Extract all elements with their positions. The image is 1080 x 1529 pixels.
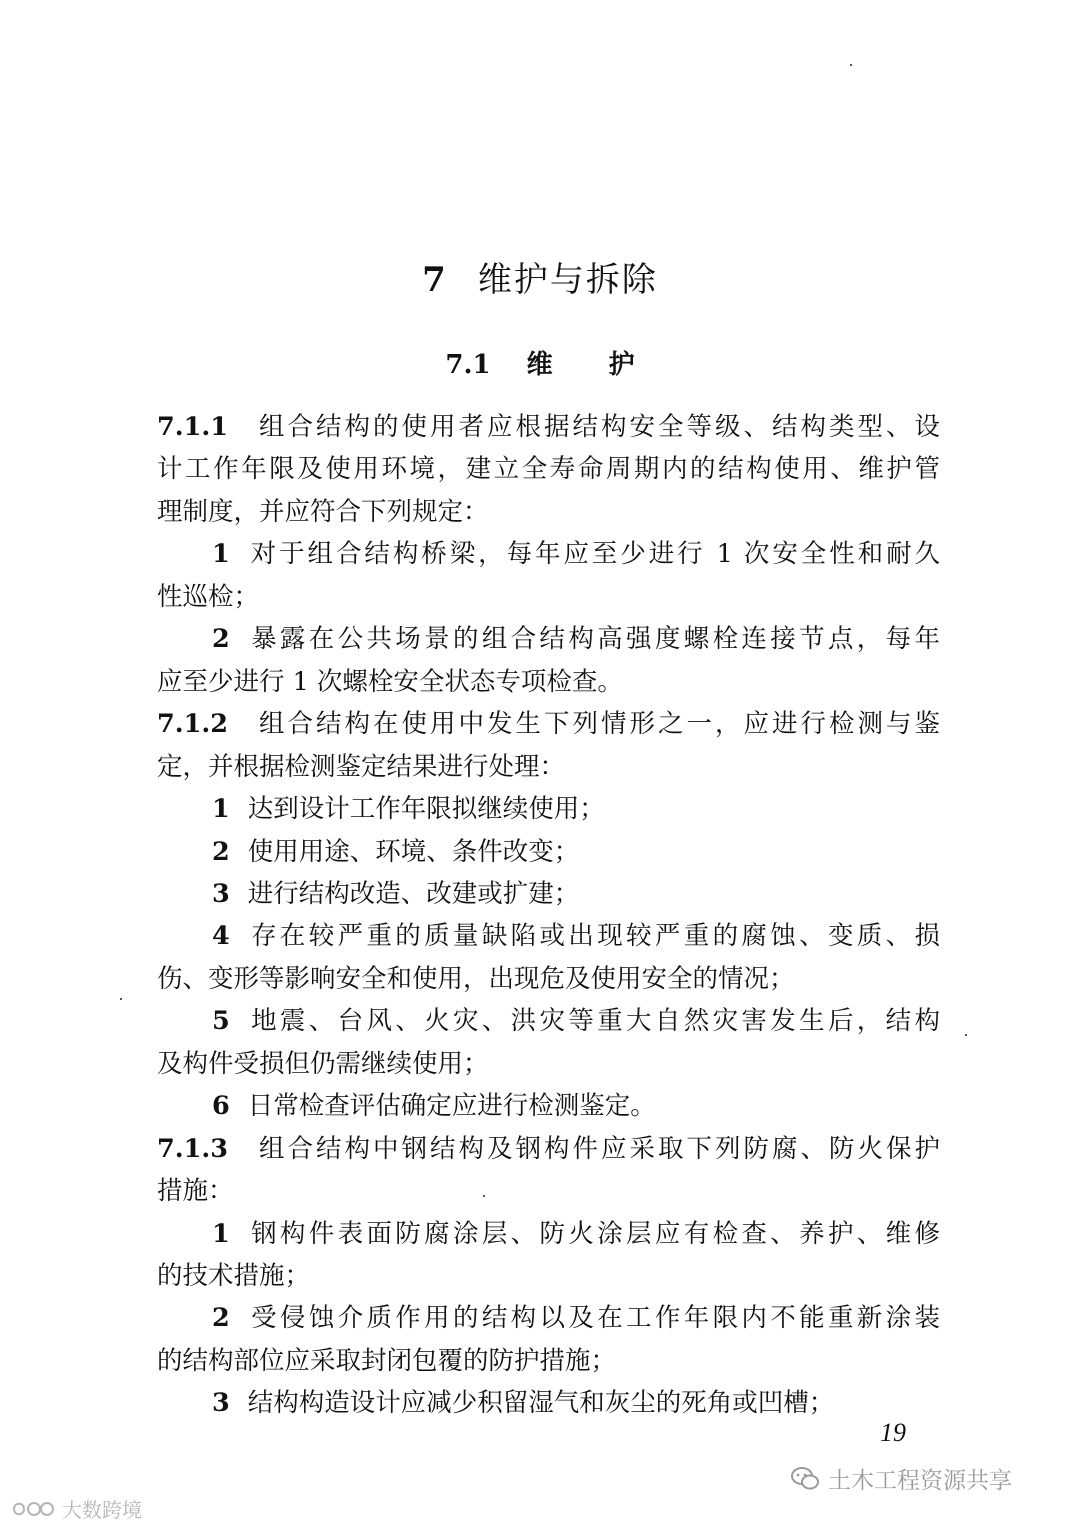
line-text: 定，并根据检测鉴定结果进行处理： [157,751,566,782]
item-number: 2 [212,836,230,867]
line-text: 的结构部位应采取封闭包覆的防护措施； [157,1345,617,1376]
line-text: 性巡检； [157,581,260,612]
text-line [157,664,623,704]
section-title-text: 维护 [526,350,691,380]
line-text: 及构件受损但仍需继续使用； [157,1048,489,1079]
item-number: 4 [212,921,230,952]
item-line [212,1088,656,1128]
line-text: 计工作年限及使用环境，建立全寿命周期内的结构使用、维护管 [157,454,940,485]
item-number: 1 [212,794,230,825]
text-line [157,1258,310,1298]
text-line [157,1343,616,1383]
line-text: 组合结构中钢结构及钢构件应采取下列防腐、防火保护 [255,1133,940,1164]
item-line [212,536,940,576]
watermark-left [10,1494,142,1523]
clause-line [157,706,940,746]
scan-speck [483,1195,485,1197]
line-text: 理制度，并应符合下列规定： [157,496,489,527]
scan-speck [120,998,122,1000]
line-text: 钢构件表面防腐涂层、防火涂层应有检查、养护、维修 [247,1218,940,1249]
section-title [0,344,1080,381]
item-number: 1 [212,539,230,570]
watermark-right-text: 土木工程资源共享 [828,1468,1012,1494]
item-number: 6 [212,1091,230,1122]
text-line [157,749,565,789]
clause-line [157,1131,940,1171]
item-line [212,621,940,661]
item-number: 2 [212,624,230,655]
item-line [212,834,579,874]
line-text: 地震、台风、火灾、洪灾等重大自然灾害发生后，结构 [247,1006,940,1037]
section-number: 7.1 [445,350,491,380]
line-text: 结构构造设计应减少积留湿气和灰尘的死角或凹槽； [247,1388,835,1419]
item-line [212,1385,834,1425]
text-line [157,451,940,491]
line-text: 的技术措施； [157,1261,311,1291]
item-line [212,1003,940,1043]
item-number: 3 [212,1388,230,1419]
line-text: 应至少进行 1 次螺栓安全状态专项检查。 [157,666,623,697]
wechat-icon [790,1466,820,1492]
line-text: 受侵蚀介质作用的结构以及在工作年限内不能重新涂装 [247,1303,940,1334]
chapter-number: 7 [422,260,448,300]
page-number: 19 [880,1418,906,1447]
line-text: 措施： [157,1176,234,1207]
clause-number: 7.1.3 [157,1133,228,1164]
item-line [212,1216,940,1256]
line-text: 使用用途、环境、条件改变； [247,836,580,867]
clause-number: 7.1.2 [157,709,228,740]
item-line [212,791,605,831]
line-text: 对于组合结构桥梁，每年应至少进行 1 次安全性和耐久 [247,539,940,570]
line-text: 存在较严重的质量缺陷或出现较严重的腐蚀、变质、损 [247,921,940,952]
line-text: 伤、变形等影响安全和使用，出现危及使用安全的情况； [157,963,795,994]
scan-speck [965,1034,967,1036]
line-text: 日常检查评估确定应进行检测鉴定。 [247,1091,656,1122]
text-line [157,961,795,1001]
text-line [157,579,259,619]
cross-border-logo-icon [10,1498,56,1520]
text-line [157,1046,489,1086]
item-number: 5 [212,1006,230,1037]
item-line [212,876,579,916]
item-line [212,1300,940,1340]
chapter-title [0,252,1080,301]
text-line [157,494,489,534]
scan-speck [850,64,852,66]
item-number: 3 [212,878,230,909]
line-text: 组合结构在使用中发生下列情形之一，应进行检测与鉴 [255,709,940,740]
line-text: 进行结构改造、改建或扩建； [247,878,580,909]
watermark-right [790,1462,1012,1495]
line-text: 组合结构的使用者应根据结构安全等级、结构类型、设 [255,412,940,442]
clause-line [157,409,940,449]
item-line [212,918,940,958]
clause-number: 7.1.1 [157,412,228,442]
item-number: 2 [212,1303,230,1334]
watermark-left-text: 大数跨境 [62,1498,142,1522]
chapter-title-text: 维护与拆除 [477,260,658,300]
item-number: 1 [212,1218,230,1249]
line-text: 达到设计工作年限拟继续使用； [247,794,605,825]
line-text: 暴露在公共场景的组合结构高强度螺栓连接节点，每年 [247,624,940,655]
text-line [157,1173,234,1213]
